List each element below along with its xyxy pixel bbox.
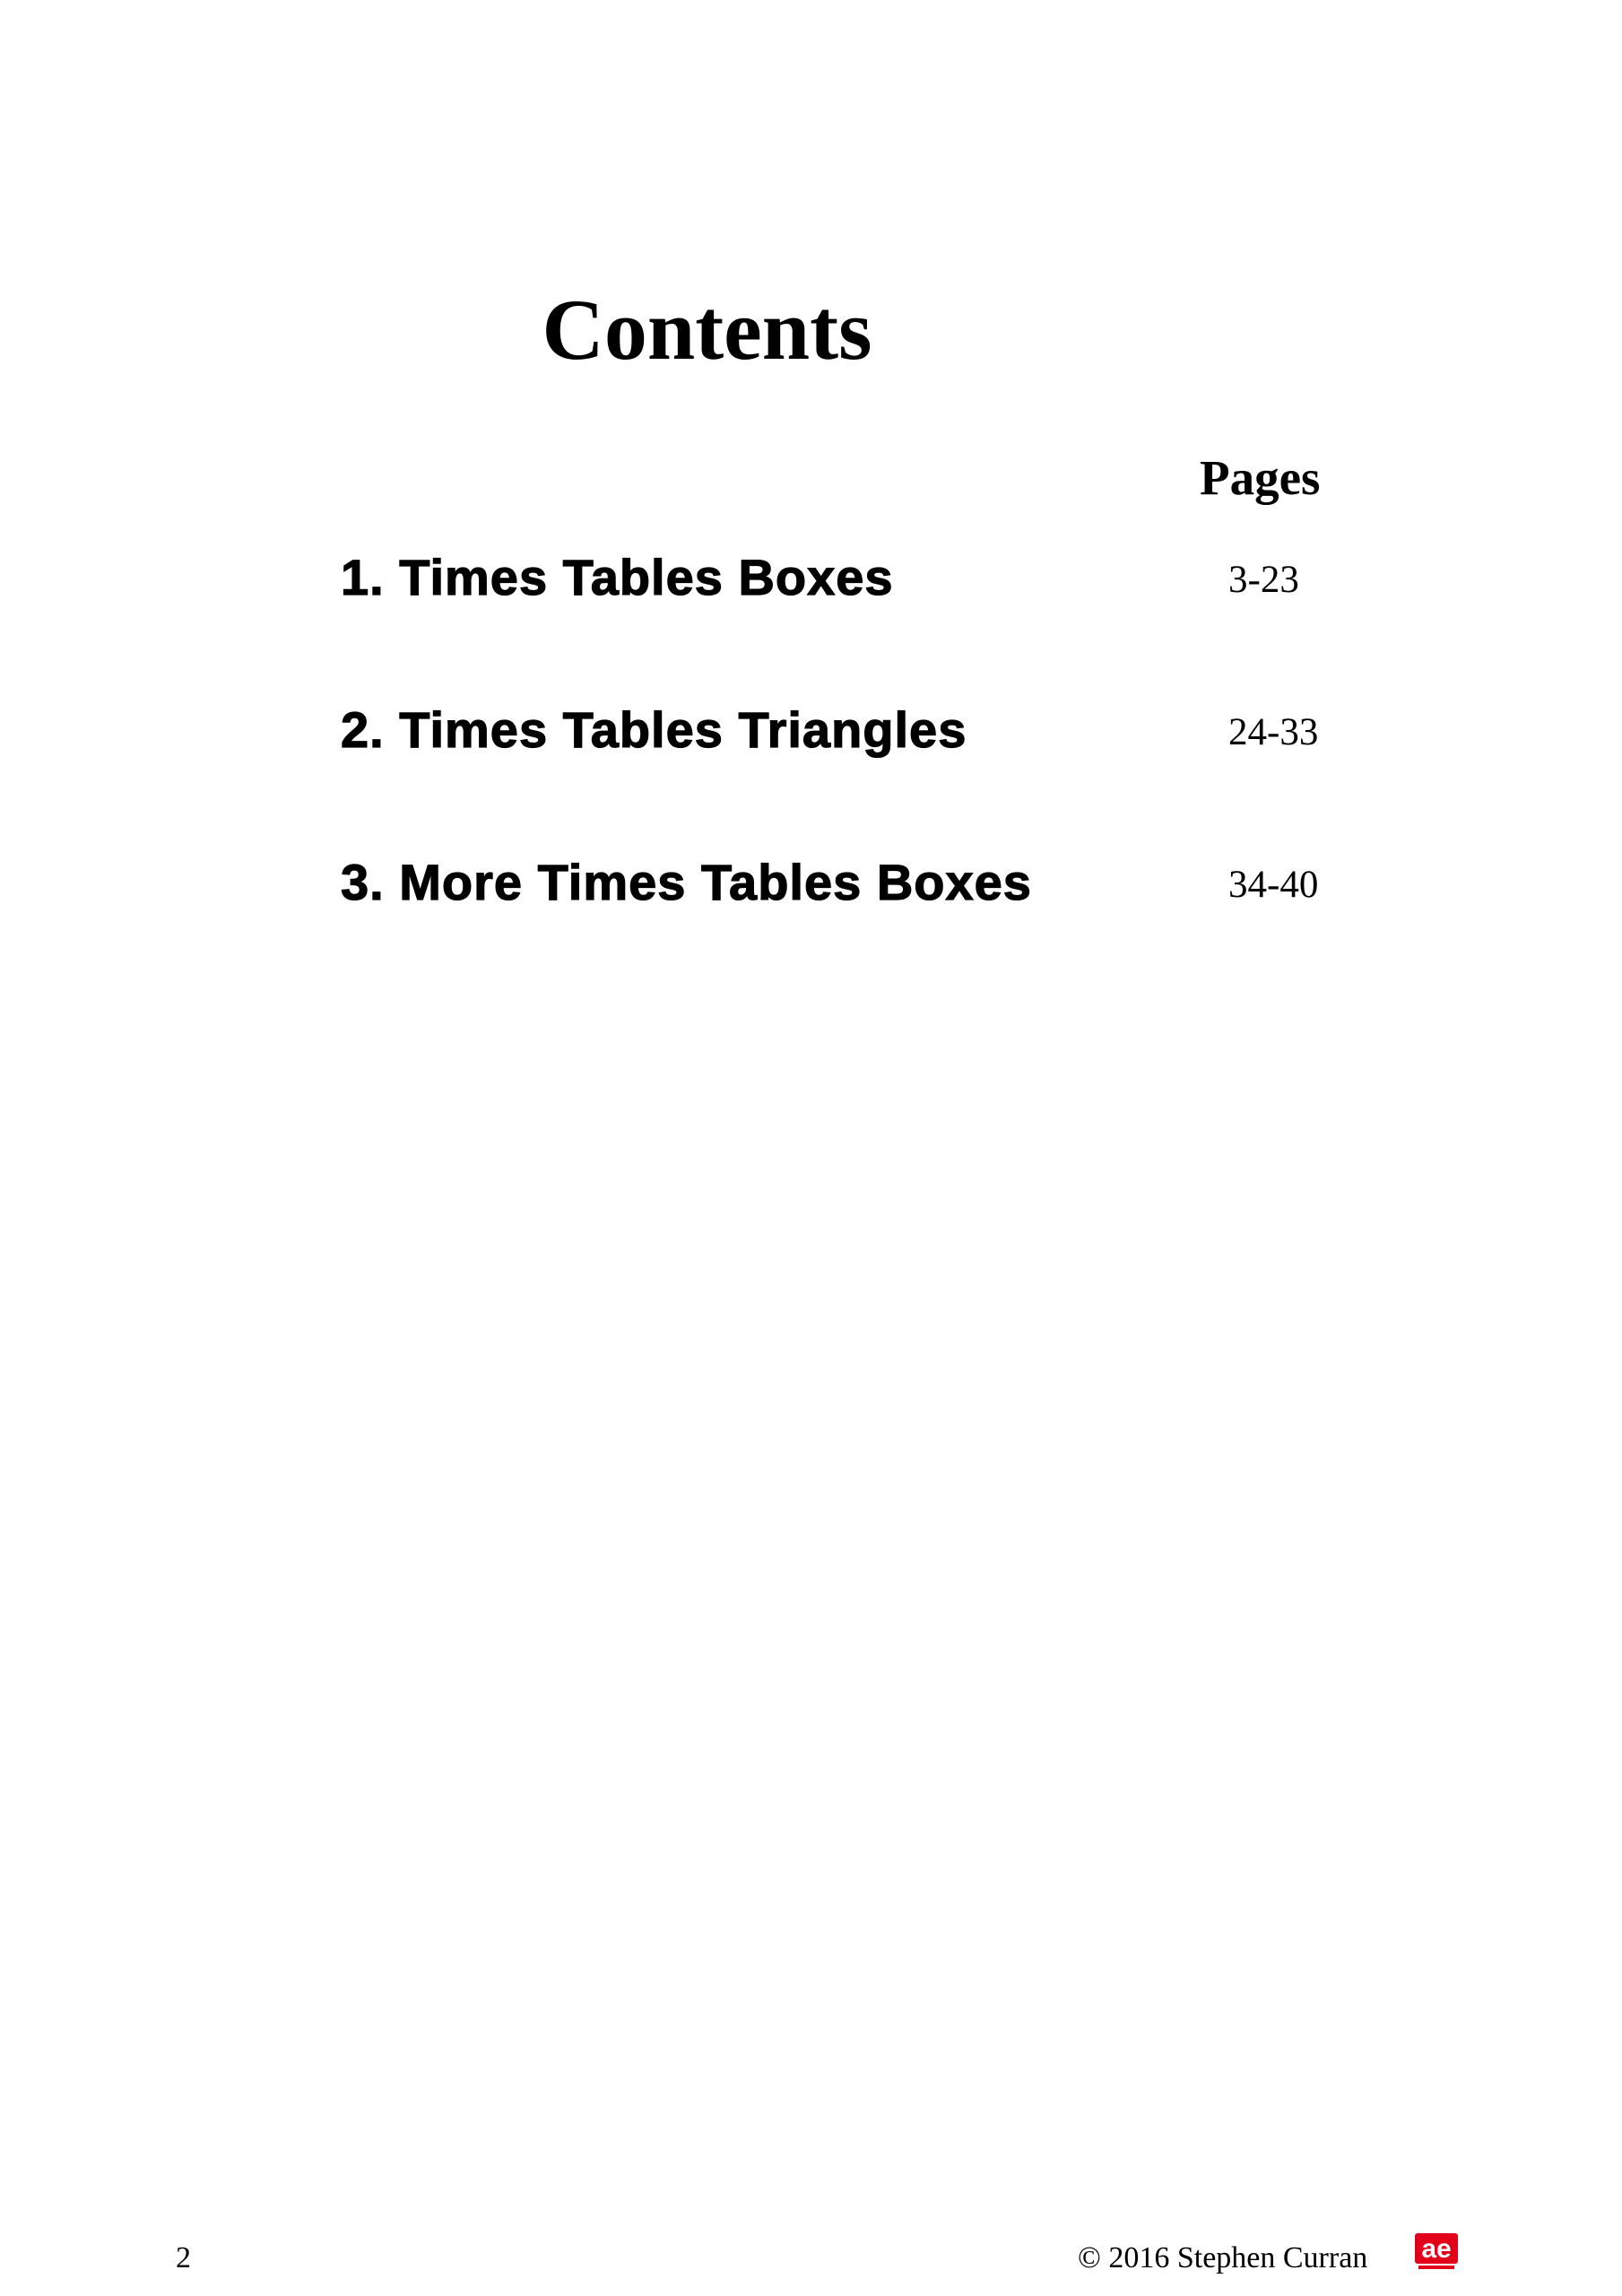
svg-text:ae: ae xyxy=(1421,2234,1452,2264)
pages-column-heading: Pages xyxy=(1200,450,1321,505)
publisher-logo-icon xyxy=(1415,2233,1458,2271)
toc-entry-title: 2. Times Tables Triangles xyxy=(341,701,967,758)
toc-entry-pages: 34-40 xyxy=(1228,864,1319,906)
page-title: Contents xyxy=(542,282,872,378)
copyright-notice: © 2016 Stephen Curran xyxy=(1078,2241,1368,2274)
toc-entry-pages: 3-23 xyxy=(1228,559,1299,601)
toc-entry-title: 3. More Times Tables Boxes xyxy=(341,854,1032,910)
toc-entry xyxy=(341,847,1327,927)
toc-entry xyxy=(341,694,1327,775)
toc-entry xyxy=(341,542,1327,622)
toc-entry-title: 1. Times Tables Boxes xyxy=(341,549,894,605)
page-number: 2 xyxy=(176,2241,191,2274)
toc-entry-pages: 24-33 xyxy=(1228,711,1319,753)
